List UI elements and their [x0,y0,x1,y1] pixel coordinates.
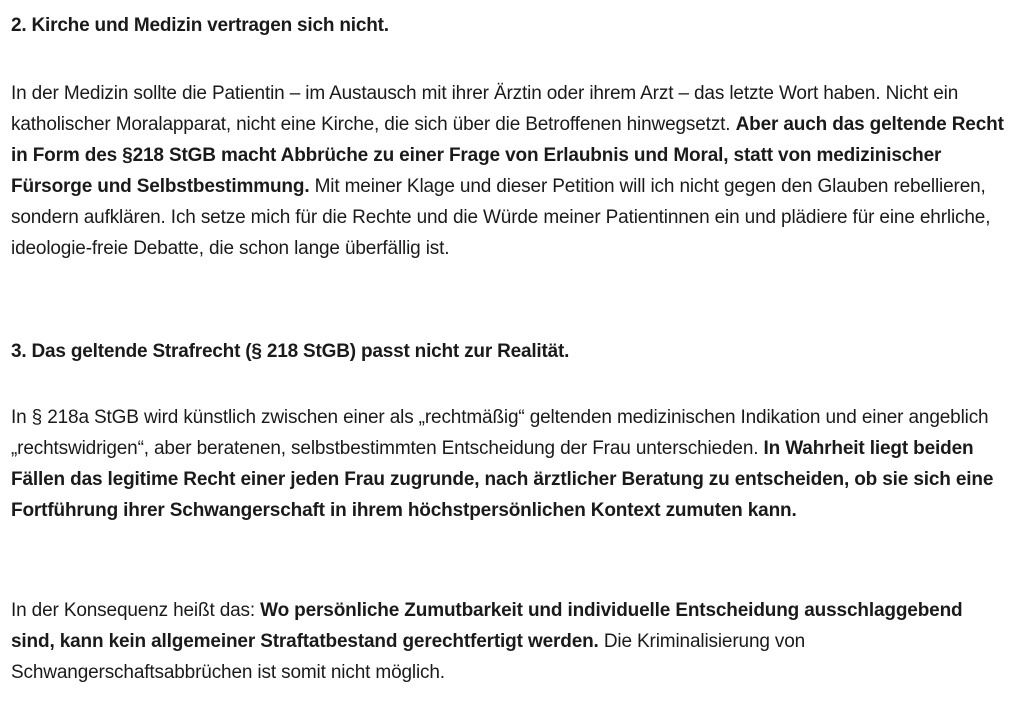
paragraph-bold-text: Wo persönliche Zumutbarkeit und individuelle Entscheidung ausschlaggebend sind, kann kein allgemeiner Straftatbestand gerechtfertigt werden. [11,600,963,652]
paragraph-konsequenz [11,595,1011,688]
section-heading-strafrecht: 3. Das geltende Strafrecht (§ 218 StGB) passt nicht zur Realität. [11,341,570,362]
paragraph-bold-text: In Wahrheit liegt beiden Fällen das legitime Recht einer jeden Frau zugrunde, nach ärztlicher Beratung zu entscheiden, ob sie sich eine Fortführung ihrer Schwangerschaft in ihrem höchstpersönlichen Kontext zumuten kann. [11,438,994,521]
paragraph-bold-text: Aber auch das geltende Recht in Form des §218 StGB macht Abbrüche zu einer Frage von Erlaubnis und Moral, statt von medizinischer Fürsorge und Selbstbestimmung. [11,114,1004,197]
paragraph-text: Mit meiner Klage und dieser Petition will ich nicht gegen den Glauben rebellieren, sondern aufklären. Ich setze mich für die Rechte und die Würde meiner Patientinnen ein und plädiere für eine ehrliche, ideologie-freie Debatte, die schon lange überfällig ist. [11,176,991,259]
paragraph-text: In der Konsequenz heißt das: [11,600,261,621]
paragraph-text: In der Medizin sollte die Patientin – im Austausch mit ihrer Ärztin oder ihrem Arzt – das letzte Wort haben. Nicht ein katholischer Moralapparat, nicht eine Kirche, die sich über die Betroffenen hinwegsetzt. [11,83,959,135]
paragraph-kirche-medizin [11,78,1011,264]
paragraph-text: In § 218a StGB wird künstlich zwischen einer als „rechtmäßig“ geltenden medizinischen Indikation und einer angeblich „rechtswidrigen“, aber beratenen, selbstbestimmten Entscheidung der Frau unterschieden. [11,407,989,459]
paragraph-text: Die Kriminalisierung von Schwangerschaftsabbrüchen ist somit nicht möglich. [11,631,806,683]
paragraph-218a [11,402,1011,526]
section-heading-kirche-medizin: 2. Kirche und Medizin vertragen sich nicht. [11,15,389,36]
